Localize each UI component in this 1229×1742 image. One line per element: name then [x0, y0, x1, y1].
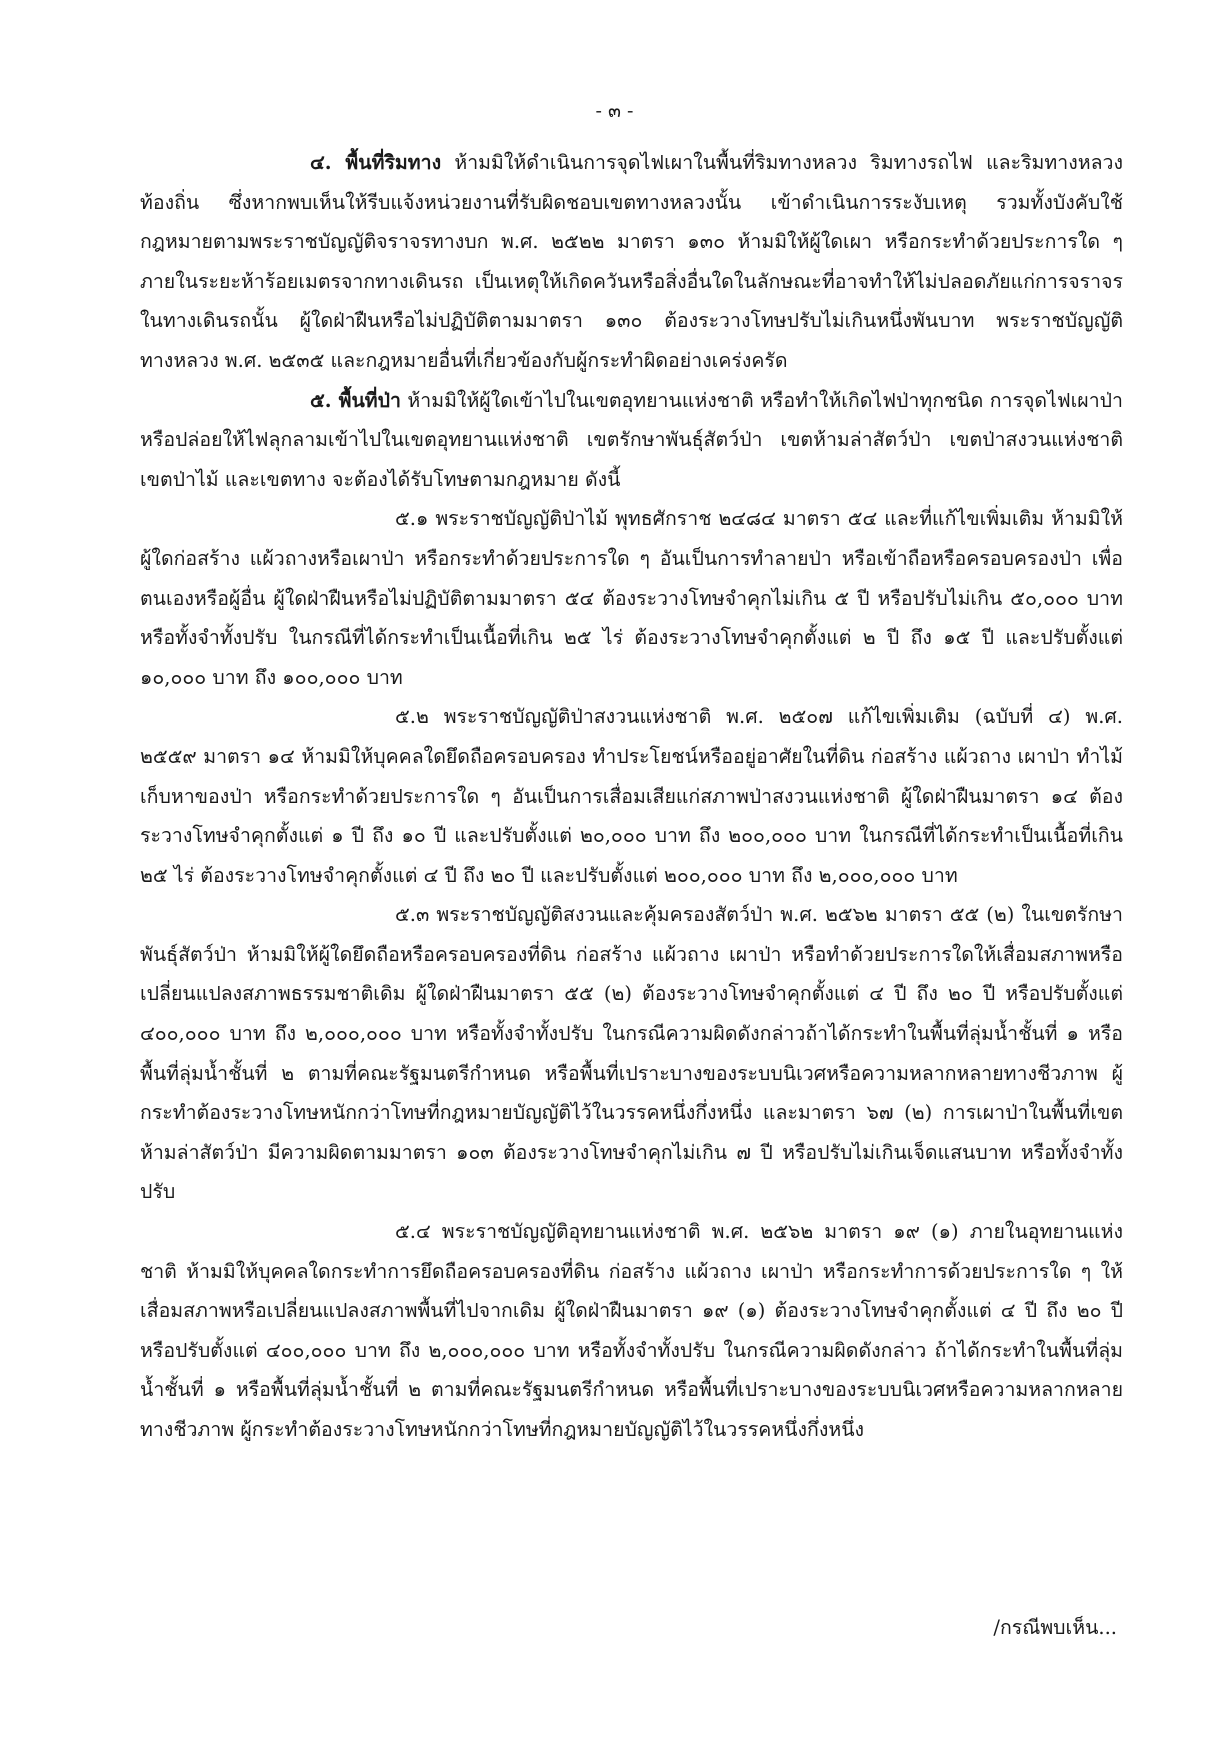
page-number: - ๓ -: [595, 100, 634, 122]
continuation-note: /กรณีพบเห็น...: [993, 1616, 1117, 1639]
section-5-forest: [140, 381, 1123, 500]
subsection-5-1: ๕.๑ พระราชบัญญัติป่าไม้ พุทธศักราช ๒๔๘๔ มาตรา ๕๔ และที่แก้ไขเพิ่มเติม ห้ามมิให้ผู้ใดก่อสร้าง แผ้วถางหรือเผาป่า หรือกระทำด้วยประการใด ๆ อันเป็นการทำลายป่า หรือเข้าถือหรือครอบครองป่า เพื่อตนเองหรือผู้อื่น ผู้ใดฝ่าฝืนหรือไม่ปฏิบัติตามมาตรา ๕๔ ต้องระวางโทษจำคุกไม่เกิน ๕ ปี หรือปรับไม่เกิน ๕๐,๐๐๐ บาท หรือทั้งจำทั้งปรับ ในกรณีที่ได้กระทำเป็นเนื้อที่เกิน ๒๕ ไร่ ต้องระวางโทษจำคุกตั้งแต่ ๒ ปี ถึง ๑๕ ปี และปรับตั้งแต่ ๑๐,๐๐๐ บาท ถึง ๑๐๐,๐๐๐ บาท: [140, 507, 1123, 689]
section-4-heading: ๔. พื้นที่ริมทาง: [310, 151, 442, 174]
subsection-5-2: ๕.๒ พระราชบัญญัติป่าสงวนแห่งชาติ พ.ศ. ๒๕๐๗ แก้ไขเพิ่มเติม (ฉบับที่ ๔) พ.ศ. ๒๕๕๙ มาตรา ๑๔ ห้ามมิให้บุคคลใดยึดถือครอบครอง ทำประโยชน์หรืออยู่อาศัยในที่ดิน ก่อสร้าง แผ้วถาง เผาป่า ทำไม้ เก็บหาของป่า หรือกระทำด้วยประการใด ๆ อันเป็นการเสื่อมเสียแก่สภาพป่าสงวนแห่งชาติ ผู้ใดฝ่าฝืนมาตรา ๑๔ ต้องระวางโทษจำคุกตั้งแต่ ๑ ปี ถึง ๑๐ ปี และปรับตั้งแต่ ๒๐,๐๐๐ บาท ถึง ๒๐๐,๐๐๐ บาท ในกรณีที่ได้กระทำเป็นเนื้อที่เกิน ๒๕ ไร่ ต้องระวางโทษจำคุกตั้งแต่ ๔ ปี ถึง ๒๐ ปี และปรับตั้งแต่ ๒๐๐,๐๐๐ บาท ถึง ๒,๐๐๐,๐๐๐ บาท: [140, 705, 1123, 887]
subsection-5-4: ๕.๔ พระราชบัญญัติอุทยานแห่งชาติ พ.ศ. ๒๕๖๒ มาตรา ๑๙ (๑) ภายในอุทยานแห่งชาติ ห้ามมิให้บุคคลใดกระทำการยึดถือครอบครองที่ดิน ก่อสร้าง แผ้วถาง เผาป่า หรือกระทำการด้วยประการใด ๆ ให้เสื่อมสภาพหรือเปลี่ยนแปลงสภาพพื้นที่ไปจากเดิม ผู้ใดฝ่าฝืนมาตรา ๑๙ (๑) ต้องระวางโทษจำคุกตั้งแต่ ๔ ปี ถึง ๒๐ ปี หรือปรับตั้งแต่ ๔๐๐,๐๐๐ บาท ถึง ๒,๐๐๐,๐๐๐ บาท หรือทั้งจำทั้งปรับ ในกรณีความผิดดังกล่าว ถ้าได้กระทำในพื้นที่ลุ่มน้ำชั้นที่ ๑ หรือพื้นที่ลุ่มน้ำชั้นที่ ๒ ตามที่คณะรัฐมนตรีกำหนด หรือพื้นที่เปราะบางของระบบนิเวศหรือความหลากหลายทางชีวภาพ ผู้กระทำต้องระวางโทษหนักกว่าโทษที่กฎหมายบัญญัติไว้ในวรรคหนึ่งกึ่งหนึ่ง: [140, 1220, 1123, 1441]
section-4-text: ห้ามมิให้ดำเนินการจุดไฟเผาในพื้นที่ริมทางหลวง ริมทางรถไฟ และริมทางหลวงท้องถิ่น ซึ่งหากพบเห็นให้รีบแจ้งหน่วยงานที่รับผิดชอบเขตทางหลวงนั้น เข้าดำเนินการระงับเหตุ รวมทั้งบังคับใช้กฎหมายตามพระราชบัญญัติจราจรทางบก พ.ศ. ๒๕๒๒ มาตรา ๑๓๐ ห้ามมิให้ผู้ใดเผา หรือกระทำด้วยประการใด ๆ ภายในระยะห้าร้อยเมตรจากทางเดินรถ เป็นเหตุให้เกิดควันหรือสิ่งอื่นใดในลักษณะที่อาจทำให้ไม่ปลอดภัยแก่การจราจรในทางเดินรถนั้น ผู้ใดฝ่าฝืนหรือไม่ปฏิบัติตามมาตรา ๑๓๐ ต้องระวางโทษปรับไม่เกินหนึ่งพันบาท พระราชบัญญัติทางหลวง พ.ศ. ๒๕๓๕ และกฎหมายอื่นที่เกี่ยวข้องกับผู้กระทำผิดอย่างเคร่งครัด: [140, 151, 1123, 372]
section-4-roadside: [140, 143, 1123, 381]
section-5-heading: ๕. พื้นที่ป่า: [310, 388, 401, 412]
subsection-5-3: ๕.๓ พระราชบัญญัติสงวนและคุ้มครองสัตว์ป่า พ.ศ. ๒๕๖๒ มาตรา ๕๕ (๒) ในเขตรักษาพันธุ์สัตว์ป่า ห้ามมิให้ผู้ใดยึดถือหรือครอบครองที่ดิน ก่อสร้าง แผ้วถาง เผาป่า หรือทำด้วยประการใดให้เสื่อมสภาพหรือเปลี่ยนแปลงสภาพธรรมชาติเดิม ผู้ใดฝ่าฝืนมาตรา ๕๕ (๒) ต้องระวางโทษจำคุกตั้งแต่ ๔ ปี ถึง ๒๐ ปี หรือปรับตั้งแต่ ๔๐๐,๐๐๐ บาท ถึง ๒,๐๐๐,๐๐๐ บาท หรือทั้งจำทั้งปรับ ในกรณีความผิดดังกล่าวถ้าได้กระทำในพื้นที่ลุ่มน้ำชั้นที่ ๑ หรือพื้นที่ลุ่มน้ำชั้นที่ ๒ ตามที่คณะรัฐมนตรีกำหนด หรือพื้นที่เปราะบางของระบบนิเวศหรือความหลากหลายทางชีวภาพ ผู้กระทำต้องระวางโทษหนักกว่าโทษที่กฎหมายบัญญัติไว้ในวรรคหนึ่งกึ่งหนึ่ง และมาตรา ๖๗ (๒) การเผาป่าในพื้นที่เขตห้ามล่าสัตว์ป่า มีความผิดตามมาตรา ๑๐๓ ต้องระวางโทษจำคุกไม่เกิน ๗ ปี หรือปรับไม่เกินเจ็ดแสนบาท หรือทั้งจำทั้งปรับ: [140, 903, 1123, 1204]
document-body: [140, 143, 1123, 1450]
section-5-text: ห้ามมิให้ผู้ใดเข้าไปในเขตอุทยานแห่งชาติ หรือทำให้เกิดไฟป่าทุกชนิด การจุดไฟเผาป่า หรือปล่อยให้ไฟลุกลามเข้าไปในเขตอุทยานแห่งชาติ เขตรักษาพันธุ์สัตว์ป่า เขตห้ามล่าสัตว์ป่า เขตป่าสงวนแห่งชาติ เขตป่าไม้ และเขตทาง จะต้องได้รับโทษตามกฎหมาย ดังนี้: [140, 388, 1124, 491]
